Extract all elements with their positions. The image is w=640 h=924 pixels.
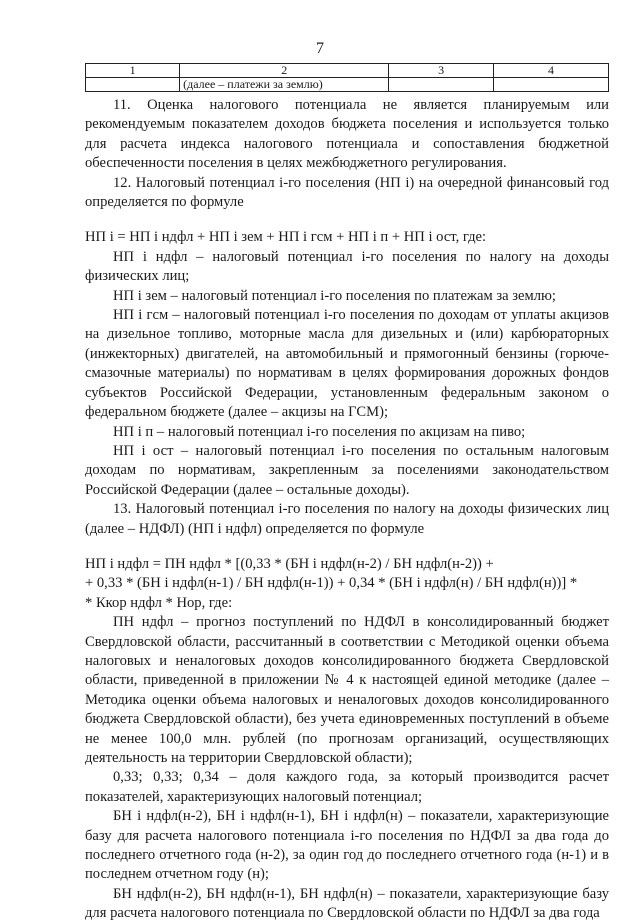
page-number: 7 <box>316 40 324 57</box>
table-header-row <box>86 64 609 78</box>
paragraph-11: 11. Оценка налогового потенциала не является планируемым или рекомендуемым показателем доходов бюджета поселения и используется только для расчета индекса налогового потенциала и сопоставления бюджетной обеспеченности поселения в целях межбюджетного регулирования. <box>85 97 609 172</box>
continuation-table <box>85 63 609 92</box>
table-header-cell: 3 <box>389 64 494 78</box>
definition-ost: НП i ост – налоговый потенциал i-го поселения по остальным налоговым доходам по нормативам, закрепленным за поселениями законодательством Российской Федерации (далее – остальные доходы). <box>85 442 609 498</box>
document-body <box>85 96 609 924</box>
paragraph-12: 12. Налоговый потенциал i-го поселения (НП i) на очередной финансовый год определяется по формуле <box>85 174 609 211</box>
definition-coefficients: 0,33; 0,33; 0,34 – доля каждого года, за который производится расчет показателей, характеризующих налоговый потенциал; <box>85 769 609 805</box>
table-header-cell: 1 <box>86 64 180 78</box>
table-row <box>86 78 609 92</box>
definition-bn-i: БН i ндфл(н-2), БН i ндфл(н-1), БН i ндфл(н) – показатели, характеризующие базу для расчета налогового потенциала i-го поселения по НДФЛ за два года до последнего отчетного года (н-2), за один год до последнего отчетного года (н-1) и в последнем отчетном году (н); <box>85 808 609 883</box>
formula-ndfl-line1: НП i ндфл = ПН ндфл * [(0,33 * (БН i ндфл(н-2) / БН ндфл(н-2)) + <box>85 555 494 572</box>
paragraph-13: 13. Налоговый потенциал i-го поселения по налогу на доходы физических лиц (далее – НДФЛ) (НП i ндфл) определяется по формуле <box>85 501 609 537</box>
definition-gsm: НП i гсм – налоговый потенциал i-го поселения по доходам от уплаты акцизов на дизельное топливо, моторные масла для дизельных и (или) карбюраторных (инжекторных) двигателей, на автомобильный и прямогонный бензины (горюче-смазочные материалы) по нормативам в целях формирования дорожных фондов субъектов Российской Федерации, установленным федеральным законом о федеральном бюджете (далее – акцизы на ГСМ); <box>85 307 609 421</box>
table-cell <box>86 78 180 92</box>
definition-p: НП i п – налоговый потенциал i-го поселения по акцизам на пиво; <box>113 423 526 440</box>
table-cell: (далее – платежи за землю) <box>180 78 389 92</box>
table-cell <box>389 78 494 92</box>
formula-ndfl-line3: * Ккор ндфл * Нор, где: <box>85 594 233 611</box>
definition-zem: НП i зем – налоговый потенциал i-го поселения по платежам за землю; <box>113 287 556 304</box>
table-cell <box>493 78 608 92</box>
definition-pn: ПН ндфл – прогноз поступлений по НДФЛ в консолидированный бюджет Свердловской области, рассчитанный в соответствии с Методикой оценки объема налоговых и неналоговых доходов консолидированного бюджета Свердловской области, приведенной в приложении № 4 к настоящей единой методике (далее – Методика оценки объема налоговых и неналоговых доходов консолидированного бюджета Свердловской области), без учета единовременных поступлений в объеме не менее 100,0 млн. рублей (по прогнозам организаций, осуществляющих деятельность на территории Свердловской области); <box>85 614 609 766</box>
definition-ndfl: НП i ндфл – налоговый потенциал i-го поселения по налогу на доходы физических лиц; <box>85 248 609 285</box>
table-header-cell: 4 <box>493 64 608 78</box>
formula-ndfl-line2: + 0,33 * (БН i ндфл(н-1) / БН ндфл(н-1)) + 0,34 * (БН i ндфл(н) / БН ндфл(н))] * <box>85 575 578 592</box>
definition-bn: БН ндфл(н-2), БН ндфл(н-1), БН ндфл(н) – показатели, характеризующие базу для расчета налогового потенциала по Свердловской области по НДФЛ за два года <box>85 885 609 922</box>
table-header-cell: 2 <box>180 64 389 78</box>
formula-total-potential: НП i = НП i ндфл + НП i зем + НП i гсм + НП i п + НП i ост, где: <box>85 229 487 246</box>
